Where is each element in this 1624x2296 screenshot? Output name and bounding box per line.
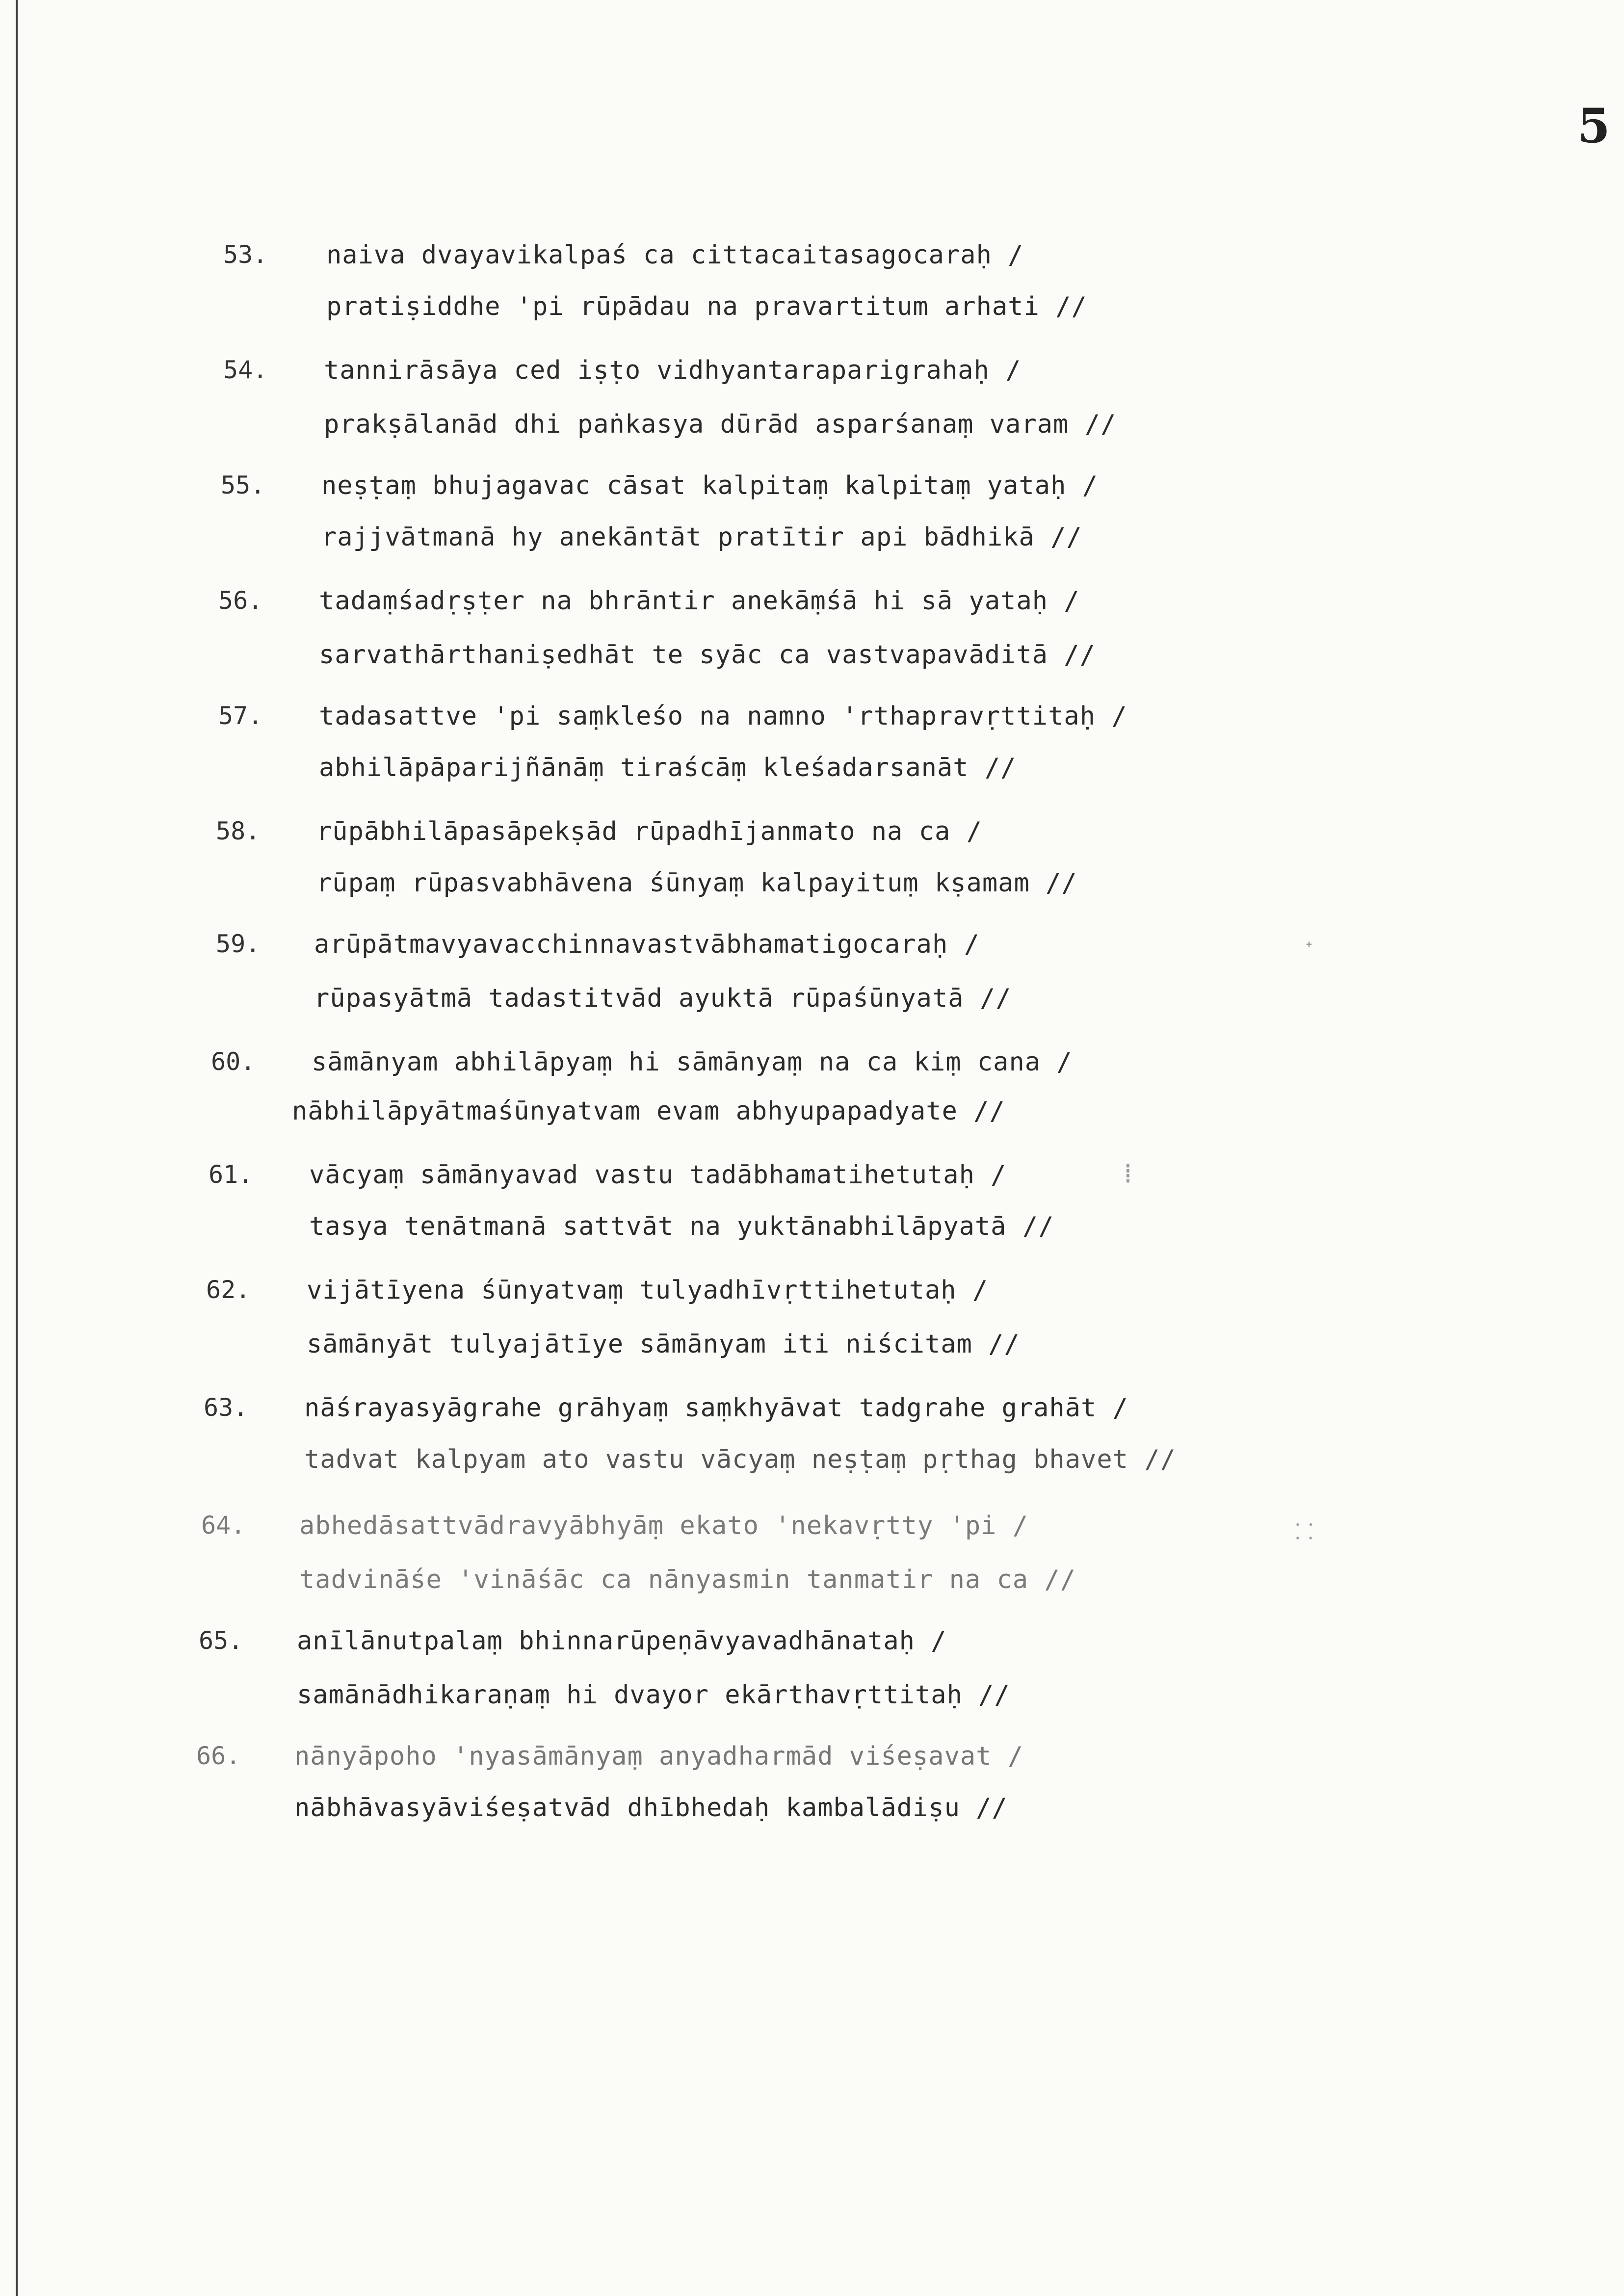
verse-line-1: tadasattve 'pi saṃkleśo na namno 'rthapravṛttitaḥ / (319, 702, 1127, 731)
verse-55 (0, 471, 1570, 579)
verse-number: 62. (206, 1276, 251, 1304)
verse-number: 61. (209, 1160, 253, 1189)
verse-61 (0, 1160, 1570, 1268)
verse-number: 60. (211, 1047, 256, 1076)
verse-number: 63. (204, 1393, 248, 1422)
verse-line-2: tadvat kalpyam ato vastu vācyaṃ neṣṭaṃ pṛthag bhavet // (304, 1445, 1176, 1474)
verse-53 (0, 240, 1570, 348)
verse-line-1: tadaṃśadṛṣṭer na bhrāntir anekāṃśā hi sā yataḥ / (319, 586, 1080, 616)
verse-66 (0, 1742, 1570, 1850)
verse-line-1: tannirāsāya ced iṣṭo vidhyantaraparigrahaḥ / (324, 356, 1022, 385)
verse-line-2: sāmānyāt tulyajātīye sāmānyam iti niścitam // (307, 1330, 1020, 1359)
scan-mark: ᐩ (1305, 937, 1313, 960)
verse-line-2: abhilāpāparijñānāṃ tiraścāṃ kleśadarsanāt // (319, 753, 1017, 783)
verse-62 (0, 1276, 1570, 1383)
verse-line-1: neṣṭaṃ bhujagavac cāsat kalpitaṃ kalpitaṃ yataḥ / (321, 471, 1099, 500)
verse-line-2: rūpasyātmā tadastitvād ayuktā rūpaśūnyatā // (314, 984, 1012, 1013)
verse-line-1: nānyāpoho 'nyasāmānyaṃ anyadharmād viśeṣavat / (294, 1742, 1024, 1771)
verse-line-1: nāśrayasyāgrahe grāhyaṃ saṃkhyāvat tadgrahe grahāt / (304, 1393, 1128, 1423)
verse-line-2: nābhilāpyātmaśūnyatvam evam abhyupapadyate // (292, 1096, 1005, 1126)
verse-number: 58. (216, 817, 261, 845)
verse-line-1: vijātīyena śūnyatvaṃ tulyadhīvṛttihetutaḥ / (307, 1276, 989, 1305)
scan-mark: ⸬ (1295, 1519, 1313, 1544)
verse-line-1: abhedāsattvādravyābhyāṃ ekato 'nekavṛtty 'pi / (299, 1511, 1029, 1540)
verse-line-1: vācyaṃ sāmānyavad vastu tadābhamatihetutaḥ / (309, 1160, 1007, 1190)
verse-number: 55. (221, 471, 265, 499)
verse-57 (0, 702, 1570, 809)
verse-line-1: naiva dvayavikalpaś ca cittacaitasagocaraḥ / (326, 240, 1024, 270)
verse-line-2: pratiṣiddhe 'pi rūpādau na pravartitum arhati // (326, 292, 1087, 321)
verse-64 (0, 1511, 1570, 1619)
verse-number: 66. (196, 1742, 241, 1770)
verse-number: 54. (223, 356, 268, 384)
verse-line-2: nābhāvasyāviśeṣatvād dhībhedaḥ kambalādiṣu // (294, 1793, 1008, 1823)
verse-line-2: prakṣālanād dhi paṅkasya dūrād asparśanaṃ varam // (324, 410, 1117, 439)
verse-number: 57. (218, 702, 263, 730)
verse-line-1: anīlānutpalaṃ bhinnarūpeṇāvyavadhānataḥ / (297, 1626, 947, 1656)
verse-line-2: rūpaṃ rūpasvabhāvena śūnyaṃ kalpayituṃ kṣamam // (316, 868, 1077, 898)
verse-number: 65. (199, 1626, 243, 1655)
verse-number: 59. (216, 930, 261, 958)
verse-line-1: arūpātmavyavacchinnavastvābhamatigocaraḥ / (314, 930, 980, 959)
verse-line-2: tasya tenātmanā sattvāt na yuktānabhilāpyatā // (309, 1212, 1054, 1241)
verse-line-2: sarvathārthaniṣedhāt te syāc ca vastvapavāditā // (319, 640, 1096, 670)
verse-line-1: sāmānyam abhilāpyaṃ hi sāmānyaṃ na ca kiṃ cana / (312, 1047, 1073, 1077)
verse-number: 56. (218, 586, 263, 615)
verse-line-2: samānādhikaraṇaṃ hi dvayor ekārthavṛttitaḥ // (297, 1680, 1010, 1710)
page-number: 5 (1577, 98, 1610, 154)
verse-number: 53. (223, 240, 268, 269)
verse-54 (0, 356, 1570, 464)
verse-line-1: rūpābhilāpasāpekṣād rūpadhījanmato na ca / (316, 817, 982, 846)
verse-line-2: tadvināśe 'vināśāc ca nānyasmin tanmatir na ca // (299, 1565, 1076, 1594)
verse-56 (0, 586, 1570, 694)
verse-60 (0, 1047, 1570, 1155)
verse-65 (0, 1626, 1570, 1734)
verse-number: 64. (201, 1511, 246, 1539)
verse-58 (0, 817, 1570, 925)
verse-63 (0, 1393, 1570, 1501)
scan-mark: ⁞ (1124, 1158, 1132, 1190)
verse-line-2: rajjvātmanā hy anekāntāt pratītir api bādhikā // (321, 522, 1082, 552)
verse-59 (0, 930, 1570, 1038)
